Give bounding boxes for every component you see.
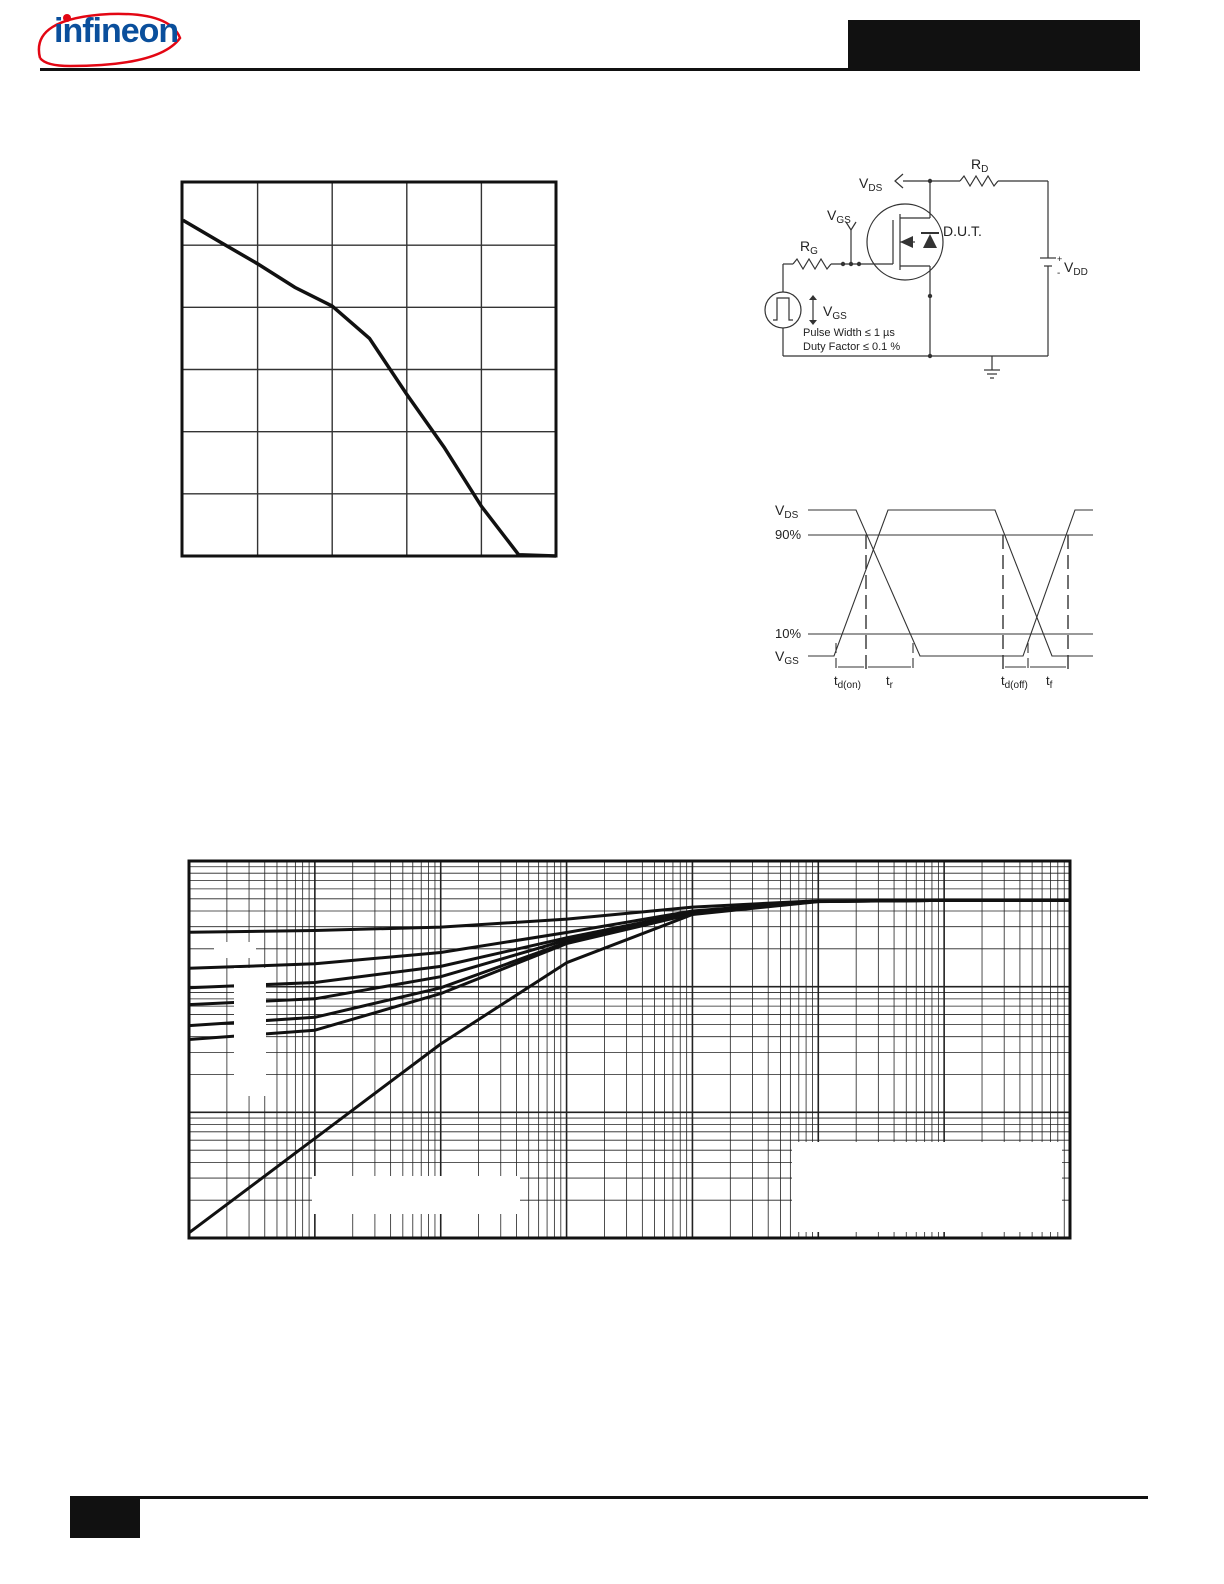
circuit-vdd-plus: + [1057, 254, 1063, 264]
svg-text:VGS: $V_{GS}$ [827, 207, 851, 226]
chart-linear-curve [183, 220, 556, 556]
waveform-90-label: 90% [775, 527, 802, 542]
svg-text:VGS: $V_{GS}$ [823, 303, 847, 322]
waveform-td-on-label: t [834, 673, 838, 688]
rg-resistor [793, 259, 831, 269]
svg-text:VDS: $V_{DS}$ [775, 502, 799, 521]
svg-text:tf: $t_f$ [1046, 673, 1053, 691]
circuit-duty-factor: Duty Factor ≤ 0.1 % [803, 341, 901, 353]
svg-text:tr: $t_r$ [886, 673, 893, 691]
waveform-10-label: 10% [775, 626, 802, 641]
legend-patch [234, 968, 266, 1096]
svg-text:td(off): $t_{d(off)}$ [1001, 673, 1028, 691]
pulse-symbol [773, 298, 793, 320]
legend-header-patch [214, 942, 256, 958]
mosfet-arrow [900, 236, 913, 248]
annotation-patch-right [792, 1142, 1062, 1232]
waveform-tr-label: t [886, 673, 890, 688]
circuit-pulse-width: Pulse Width ≤ 1 µs [803, 327, 895, 339]
svg-text:VDS: $V_{DS}$ [859, 175, 883, 194]
waveform-tf-label: t [1046, 673, 1050, 688]
part-number-box [848, 20, 1140, 70]
waveform-td-off-label: t [1001, 673, 1005, 688]
circuit-rd-label: R [971, 156, 982, 172]
body-diode [923, 234, 937, 248]
chart-loglog-curve-D4 [189, 900, 1070, 1004]
circuit-vds-label: V [859, 175, 869, 191]
logo-text: infineon [54, 12, 179, 50]
rd-resistor [960, 176, 998, 186]
header-rule [40, 68, 1140, 71]
svg-text:RG: $R_G$ [800, 238, 818, 257]
switching-waveform [770, 495, 1100, 695]
circuit-vgs-label: V [827, 207, 837, 223]
waveform-vds-label: V [775, 502, 785, 518]
chart-linear [180, 180, 560, 560]
footer-rule [70, 1496, 1148, 1499]
chart-loglog [186, 858, 1076, 1244]
svg-text:VGS: $V_{GS}$ [775, 648, 799, 667]
vds-arrow [895, 174, 903, 188]
page-number-box [70, 1496, 140, 1538]
circuit-vdd-label: V [1064, 259, 1074, 275]
svg-text:td(on): $t_{d(on)}$ [834, 673, 861, 691]
circuit-dut-label: D.U.T. [943, 223, 982, 239]
chart-loglog-curve-D2 [189, 900, 1070, 968]
svg-text:VDD: $V_{DD}$ [1064, 259, 1088, 278]
annotation-patch-left [312, 1176, 520, 1214]
svg-text:RD: $R_D$ [971, 156, 989, 175]
switching-test-circuit [755, 150, 1115, 380]
circuit-pulse-vgs-label: V [823, 303, 833, 319]
circuit-rg-label: R [800, 238, 811, 254]
circuit-vdd-minus: - [1057, 268, 1061, 279]
waveform-vgs-label: V [775, 648, 785, 664]
